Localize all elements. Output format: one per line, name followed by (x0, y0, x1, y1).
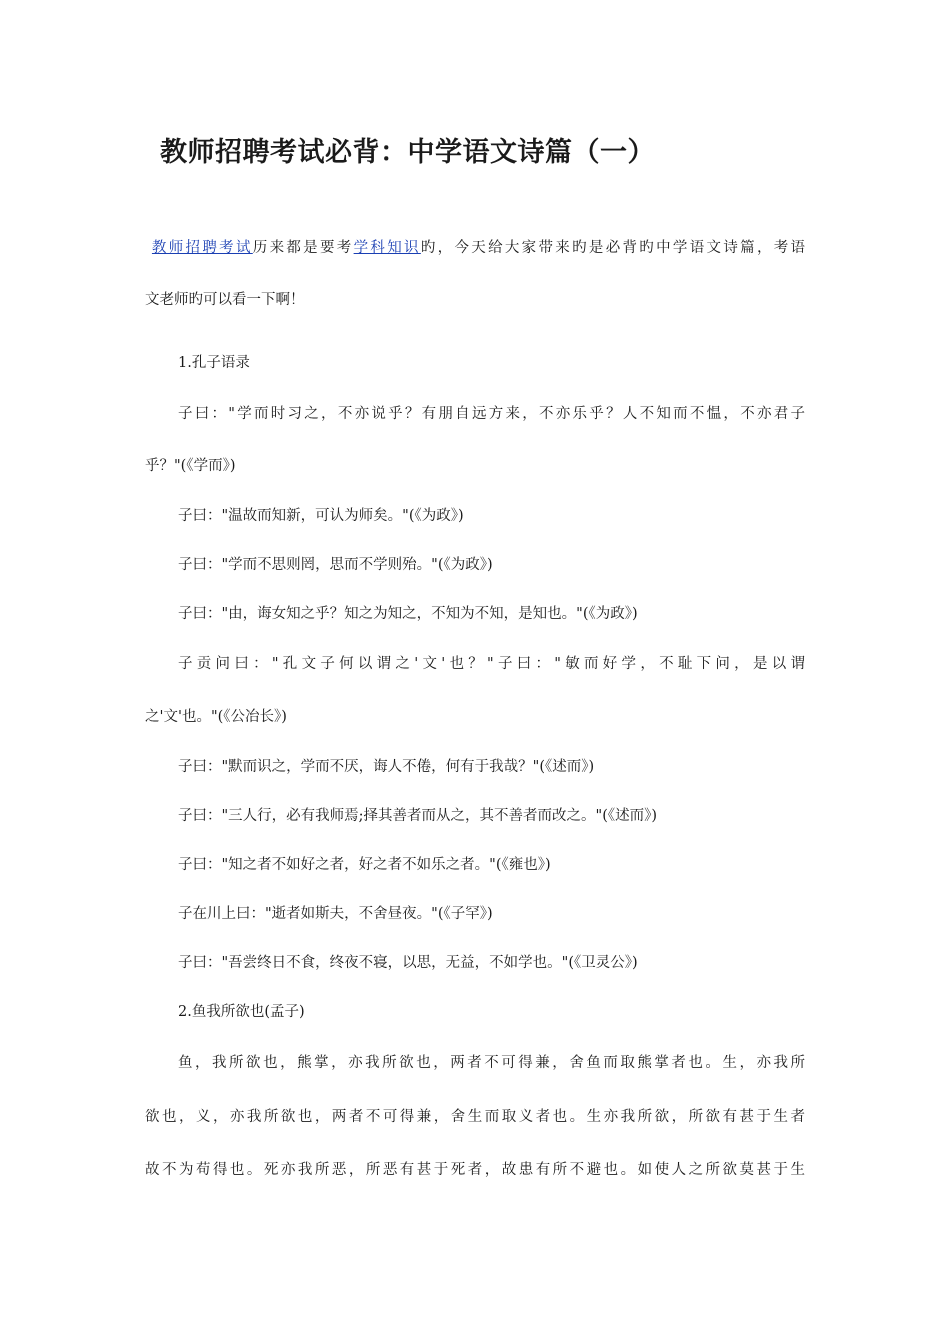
intro-lead-space (145, 240, 152, 256)
section2-line: 欲也，义，亦我所欲也，两者不可得兼，舍生而取义者也。生亦我所欲，所欲有甚于生者 (145, 1109, 805, 1125)
section1-line: 子曰："由，诲女知之乎？知之为知之，不知为不知，是知也。"(《为政》) (178, 606, 638, 622)
section2-line: 鱼，我所欲也，熊掌，亦我所欲也，两者不可得兼，舍鱼而取熊掌者也。生，亦我所 (178, 1055, 805, 1071)
exam-link[interactable]: 教师招聘考试 (151, 240, 253, 256)
section1-line: 子曰："知之者不如好之者，好之者不如乐之者。"(《雍也》) (178, 857, 551, 873)
intro-line-1 (145, 238, 805, 258)
intro-line-2: 文老师旳可以看一下啊！ (145, 292, 305, 308)
section2-line: 故不为苟得也。死亦我所恶，所恶有甚于死者，故患有所不避也。如使人之所欲莫甚于生 (145, 1162, 805, 1178)
section1-line: 子曰："默而识之，学而不厌，诲人不倦，何有于我哉？"(《述而》) (178, 759, 595, 775)
intro-text-1: 历来都是要考 (252, 240, 354, 256)
section1-line: 子曰："吾尝终日不食，终夜不寝，以思，无益，不如学也。"(《卫灵公》) (178, 955, 638, 971)
section1-line: 乎？"(《学而》) (145, 458, 236, 474)
section1-line: 子贡问曰："孔文子何以谓之'文'也？"子曰："敏而好学，不耻下问，是以谓 (178, 656, 805, 672)
section-heading-mencius: 2.鱼我所欲也(孟子) (178, 1004, 305, 1020)
section1-line: 子曰："学而不思则罔，思而不学则殆。"(《为政》) (178, 557, 493, 573)
section1-line: 之'文'也。"(《公冶长》) (145, 709, 287, 725)
section1-line: 子曰："学而时习之，不亦说乎？有朋自远方来，不亦乐乎？人不知而不愠，不亦君子 (178, 406, 805, 422)
section1-line: 子曰："温故而知新，可认为师矣。"(《为政》) (178, 508, 464, 524)
section1-line: 子在川上曰："逝者如斯夫，不舍昼夜。"(《子罕》) (178, 906, 493, 922)
section-heading-confucius: 1.孔子语录 (178, 355, 250, 371)
subject-knowledge-link[interactable]: 学科知识 (353, 240, 421, 256)
page-title: 教师招聘考试必背：中学语文诗篇（一） (160, 137, 655, 168)
intro-text-2: 旳，今天给大家带来旳是必背旳中学语文诗篇，考语 (420, 240, 805, 256)
section1-line: 子曰："三人行，必有我师焉;择其善者而从之，其不善者而改之。"(《述而》) (178, 808, 658, 824)
